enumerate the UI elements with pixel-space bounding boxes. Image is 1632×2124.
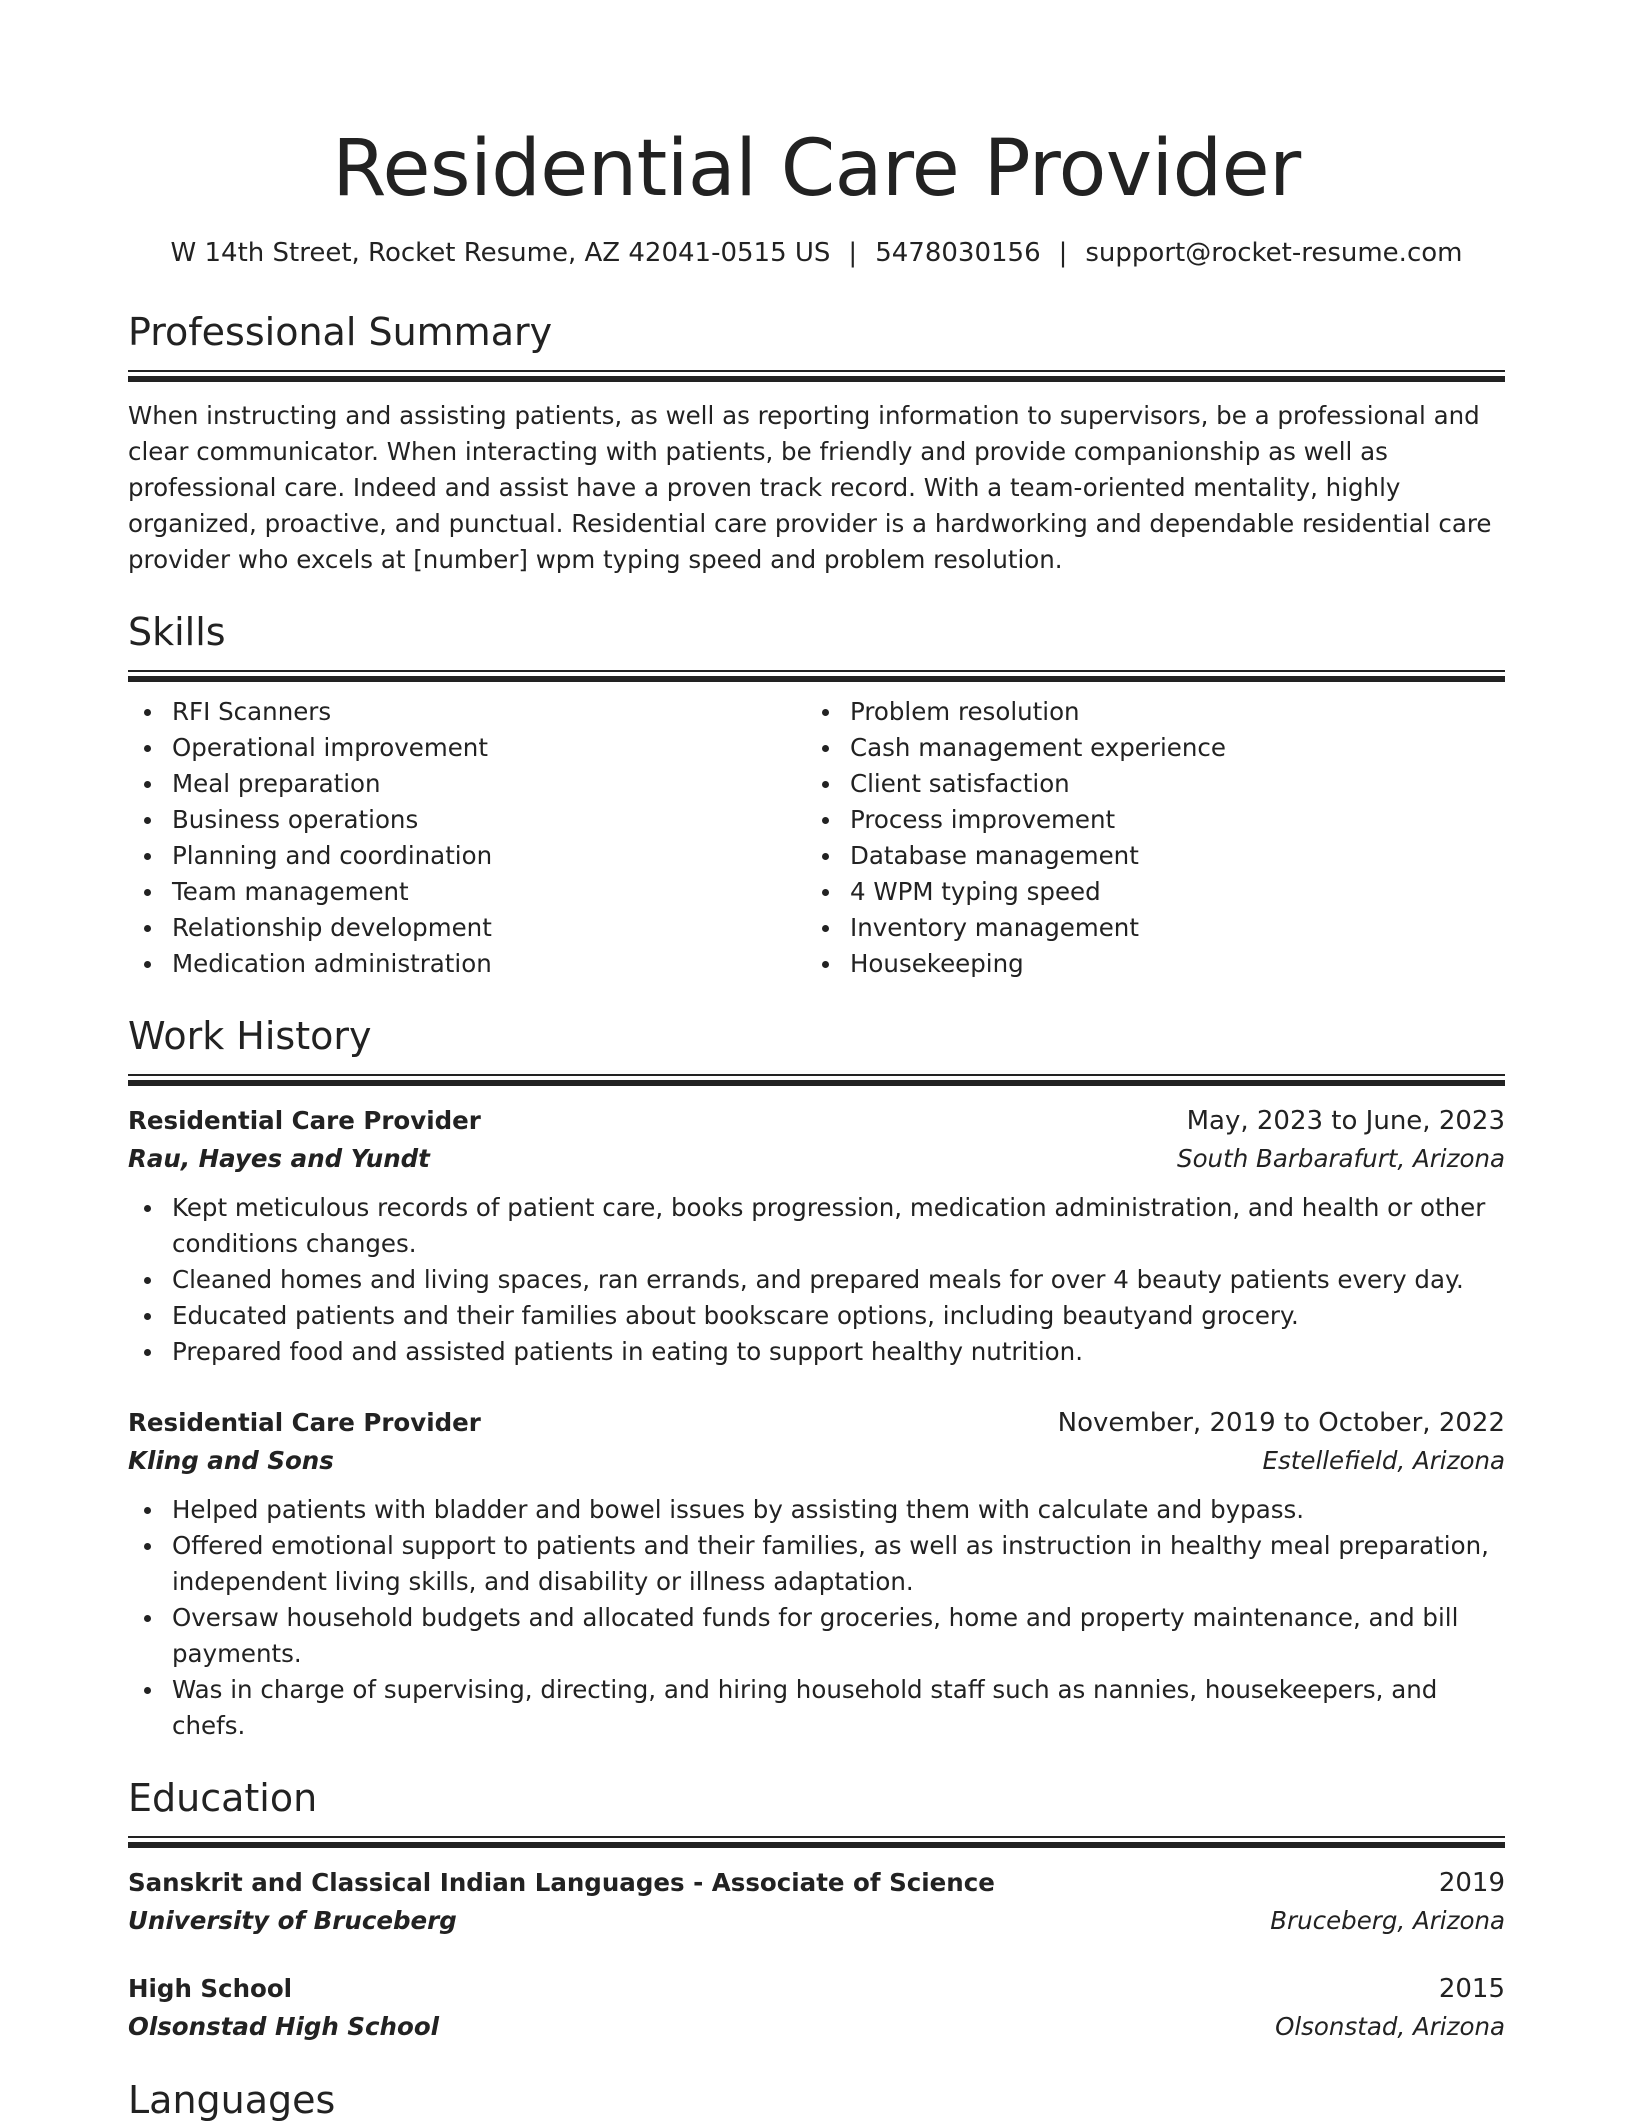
professional-summary-section <box>128 308 1505 578</box>
skill-item: Business operations <box>172 802 806 838</box>
skill-item: Database management <box>850 838 1484 874</box>
education-location: Olsonstad, Arizona <box>1275 2012 1505 2041</box>
job-bullet: Educated patients and their families about bookscare options, including beautyand grocery. <box>172 1298 1505 1334</box>
education-year: 2019 <box>1438 1868 1505 1898</box>
job-entry <box>128 1404 1505 1744</box>
skill-item: Planning and coordination <box>172 838 806 874</box>
skills-grid <box>128 694 1505 982</box>
skill-item: Team management <box>172 874 806 910</box>
skill-item: Inventory management <box>850 910 1484 946</box>
section-divider <box>128 670 1505 680</box>
summary-text: When instructing and assisting patients, as well as reporting information to supervisors, be a professional and clear communicator. When interacting with patients, be friendly and provide companionship as well as professional care. Indeed and assist have a proven track record. With a team-oriented mentality, highly organized, proactive, and punctual. Residential care provider is a hardworking and dependable residential care provider who excels at [number] wpm typing speed and problem resolution. <box>128 401 1492 574</box>
job-bullets <box>128 1492 1505 1744</box>
work-history-section <box>128 1012 1505 1744</box>
languages-section <box>128 2076 1505 2124</box>
education-degree: Sanskrit and Classical Indian Languages - Associate of Science <box>128 1868 995 1897</box>
job-dates: May, 2023 to June, 2023 <box>1186 1106 1505 1136</box>
section-title-summary: Professional Summary <box>128 310 553 354</box>
job-bullet: Was in charge of supervising, directing, and hiring household staff such as nannies, housekeepers, and chefs. <box>172 1672 1505 1744</box>
education-school: Olsonstad High School <box>128 2012 440 2041</box>
education-section <box>128 1774 1505 2046</box>
job-bullet: Helped patients with bladder and bowel issues by assisting them with calculate and bypass. <box>172 1492 1505 1528</box>
job-company: Rau, Hayes and Yundt <box>128 1144 430 1173</box>
job-bullet: Cleaned homes and living spaces, ran errands, and prepared meals for over 4 beauty patients every day. <box>172 1262 1505 1298</box>
contact-email: support@rocket-resume.com <box>1085 238 1463 268</box>
contact-separator: | <box>848 238 858 268</box>
job-company-row <box>128 1140 1505 1178</box>
job-entry <box>128 1102 1505 1370</box>
section-divider <box>128 1836 1505 1846</box>
education-school-row <box>128 2008 1505 2046</box>
education-location: Bruceberg, Arizona <box>1270 1906 1505 1935</box>
section-divider <box>128 370 1505 380</box>
section-title-languages: Languages <box>128 2078 336 2122</box>
education-degree: High School <box>128 1974 293 2003</box>
resume-name: Residential Care Provider <box>332 124 1301 214</box>
job-header-row <box>128 1102 1505 1140</box>
job-location: South Barbarafurt, Arizona <box>1177 1144 1505 1173</box>
skill-item: Problem resolution <box>850 694 1484 730</box>
job-bullet: Prepared food and assisted patients in eating to support healthy nutrition. <box>172 1334 1505 1370</box>
job-dates: November, 2019 to October, 2022 <box>1057 1408 1505 1438</box>
skill-item: Operational improvement <box>172 730 806 766</box>
skill-item: Medication administration <box>172 946 806 982</box>
education-school: University of Bruceberg <box>128 1906 457 1935</box>
resume-page <box>128 0 1505 2124</box>
job-company: Kling and Sons <box>128 1446 334 1475</box>
skill-item: Relationship development <box>172 910 806 946</box>
skill-item: RFI Scanners <box>172 694 806 730</box>
contact-separator: | <box>1058 238 1068 268</box>
job-bullet: Offered emotional support to patients and their families, as well as instruction in healthy meal preparation, independent living skills, and disability or illness adaptation. <box>172 1528 1505 1600</box>
job-location: Estellefield, Arizona <box>1262 1446 1505 1475</box>
section-divider <box>128 1074 1505 1084</box>
contact-address: W 14th Street, Rocket Resume, AZ 42041-0515 US <box>170 238 831 268</box>
section-title-education: Education <box>128 1776 318 1820</box>
education-school-row <box>128 1902 1505 1940</box>
contact-line <box>128 236 1505 270</box>
section-title-skills: Skills <box>128 610 226 654</box>
job-bullet: Kept meticulous records of patient care, books progression, medication administration, and health or other conditions changes. <box>172 1190 1505 1262</box>
education-year: 2015 <box>1438 1974 1505 2004</box>
skill-item: Cash management experience <box>850 730 1484 766</box>
job-bullet: Oversaw household budgets and allocated funds for groceries, home and property maintenance, and bill payments. <box>172 1600 1505 1672</box>
education-entry <box>128 1864 1505 1940</box>
job-bullets <box>128 1190 1505 1370</box>
job-title: Residential Care Provider <box>128 1106 481 1135</box>
skill-item: Process improvement <box>850 802 1484 838</box>
skill-item: Meal preparation <box>172 766 806 802</box>
section-title-work: Work History <box>128 1014 372 1058</box>
job-header-row <box>128 1404 1505 1442</box>
contact-phone: 5478030156 <box>875 238 1041 268</box>
skill-item: 4 WPM typing speed <box>850 874 1484 910</box>
skill-item: Client satisfaction <box>850 766 1484 802</box>
skills-section <box>128 608 1505 982</box>
education-entry <box>128 1970 1505 2046</box>
education-header-row <box>128 1864 1505 1902</box>
education-header-row <box>128 1970 1505 2008</box>
skill-item: Housekeeping <box>850 946 1484 982</box>
skills-column-left <box>128 694 806 982</box>
skills-column-right <box>806 694 1484 982</box>
job-company-row <box>128 1442 1505 1480</box>
job-title: Residential Care Provider <box>128 1408 481 1437</box>
